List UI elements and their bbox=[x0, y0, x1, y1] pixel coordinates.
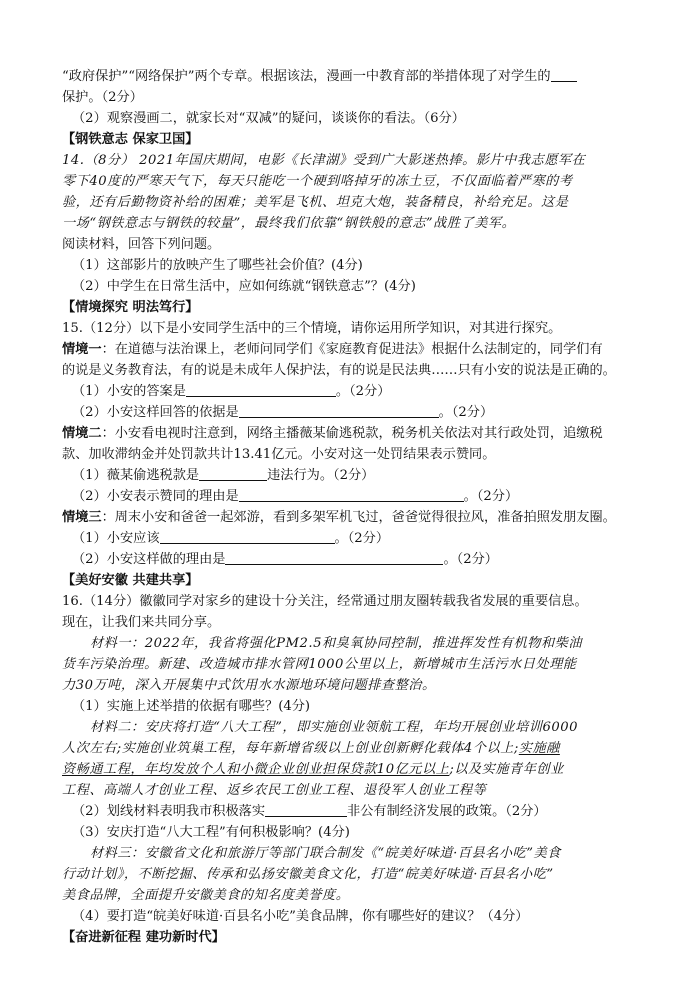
material-1: 力30万吨，深入开展集中式饮用水水源地环境问题排查整治。 bbox=[62, 678, 436, 693]
question-2: （2）观察漫画二，就家长对“双减”的疑问，谈谈你的看法。（6分） bbox=[72, 111, 465, 126]
q16-text: 16.（14分）徽徽同学对家乡的建设十分关注，经常通过朋友圈转载我省发展的重要信息。 bbox=[62, 594, 588, 609]
section-heading: 【美好安徽 共建共享】 bbox=[62, 573, 199, 588]
q14-text: 零下40度的严寒天气下，每天只能吃一个硬到咯掉牙的冻土豆，不仅面临着严寒的考 bbox=[62, 174, 573, 189]
answer-blank[interactable] bbox=[239, 487, 464, 502]
q14-sub2: （2）中学生在日常生活中，应如何练就“钢铁意志”？(4分) bbox=[72, 279, 416, 294]
q16-sub4: （4）要打造“皖美好味道·百县名小吃”美食品牌，你有哪些好的建议？（4分） bbox=[72, 909, 529, 924]
scenario-2: 情境二：小安看电视时注意到，网络主播薇某偷逃税款，税务机关依法对其行政处罚，追缴税 bbox=[62, 426, 603, 441]
answer-blank[interactable] bbox=[551, 67, 577, 82]
material-2: 人次左右;实施创业筑巢工程，每年新增省级以上创业创新孵化载体4个以上;实施融 bbox=[62, 741, 560, 756]
answer-blank[interactable] bbox=[225, 550, 443, 565]
q16-sub2: （2）划线材料表明我市积极落实 非公有制经济发展的政策。（2分） bbox=[72, 804, 547, 819]
text-line: “政府保护”“网络保护”两个专章。根据该法，漫画一中教育部的举措体现了对学生的 bbox=[62, 67, 577, 87]
q14-instruction: 阅读材料，回答下列问题。 bbox=[62, 237, 221, 252]
q14-text: 验，还有后勤物资补给的困难；美军是飞机、坦克大炮，装备精良，补给充足。这是 bbox=[62, 195, 569, 210]
q16-sub3: （3）安庆打造“八大工程”有何积极影响？(4分) bbox=[72, 825, 350, 840]
material-1: 货车污染治理。新建、改造城市排水管网1000公里以上，新增城市生活污水日处理能 bbox=[62, 657, 577, 672]
material-2: 材料二：安庆将打造“八大工程”，即实施创业领航工程，年均开展创业培训6000 bbox=[90, 720, 579, 735]
section-heading: 【钢铁意志 保家卫国】 bbox=[62, 132, 199, 147]
s1-q1: （1）小安的答案是 。（2分） bbox=[72, 384, 391, 399]
material-2: 工程、高端人才创业工程、返乡农民工创业工程、退役军人创业工程等 bbox=[62, 783, 487, 798]
q15-text: 15.（12分）以下是小安同学生活中的三个情境，请你运用所学知识，对其进行探究。 bbox=[62, 321, 562, 336]
q16-sub1: （1）实施上述举措的依据有哪些？(4分) bbox=[72, 699, 311, 714]
section-heading: 【情境探究 明法笃行】 bbox=[62, 300, 199, 315]
material-3: 美食品牌，全面提升安徽美食的知名度美誉度。 bbox=[62, 888, 350, 903]
material-3: 行动计划》，不断挖掘、传承和弘扬安徽美食文化，打造“皖美好味道·百县名小吃” bbox=[62, 867, 554, 882]
material-2: 资畅通工程，年均发放个人和小微企业创业担保贷款10亿元以上;以及实施青年创业 bbox=[62, 762, 564, 777]
scenario-3: 情境三：周末小安和爸爸一起郊游，看到多架军机飞过，爸爸觉得很拉风，准备拍照发朋友圈。 bbox=[62, 510, 616, 525]
material-1: 材料一：2022年，我省将强化PM2.5和臭氧协同控制，推进挥发性有机物和柴油 bbox=[90, 636, 583, 651]
material-3: 材料三：安徽省文化和旅游厅等部门联合制发《“皖美好味道·百县名小吃”美食 bbox=[90, 846, 561, 861]
q14-text: 一场“钢铁意志与钢铁的较量”，最终我们依靠“钢铁般的意志”战胜了美军。 bbox=[62, 216, 516, 231]
scenario-1: 情境一：在道德与法治课上，老师问同学们《家庭教育促进法》根据什么法制定的，同学们有 bbox=[62, 342, 603, 357]
scenario-2-text: 款、加收滞纳金并处罚款共计13.41亿元。小安对这一处罚结果表示赞同。 bbox=[62, 447, 496, 462]
answer-blank[interactable] bbox=[239, 403, 439, 418]
s2-q2: （2）小安表示赞同的理由是 。（2分） bbox=[72, 489, 519, 504]
s3-q2: （2）小安这样做的理由是 。（2分） bbox=[72, 552, 498, 567]
q16-text: 现在，让我们来共同分享。 bbox=[62, 615, 221, 630]
text-line: 保护。（2分） bbox=[62, 90, 143, 105]
answer-blank[interactable] bbox=[199, 466, 267, 481]
answer-blank[interactable] bbox=[186, 382, 336, 397]
s3-q1: （1）小安应该 。（2分） bbox=[72, 531, 390, 546]
answer-blank[interactable] bbox=[160, 529, 335, 544]
s2-q1: （1）薇某偷逃税款是 违法行为。（2分） bbox=[72, 468, 375, 483]
q14-sub1: （1）这部影片的放映产生了哪些社会价值？(4分) bbox=[72, 258, 363, 273]
answer-blank[interactable] bbox=[265, 802, 347, 817]
s1-q2: （2）小安这样回答的依据是 。（2分） bbox=[72, 405, 494, 420]
scenario-1-text: 的说是义务教育法，有的说是未成年人保护法，有的说是民法典……只有小安的说法是正确的。 bbox=[62, 363, 616, 378]
q14-text: 14.（8分） 2021年国庆期间，电影《长津湖》受到广大影迷热捧。影片中我志愿军在 bbox=[62, 153, 586, 168]
section-heading: 【奋进新征程 建功新时代】 bbox=[62, 930, 225, 945]
